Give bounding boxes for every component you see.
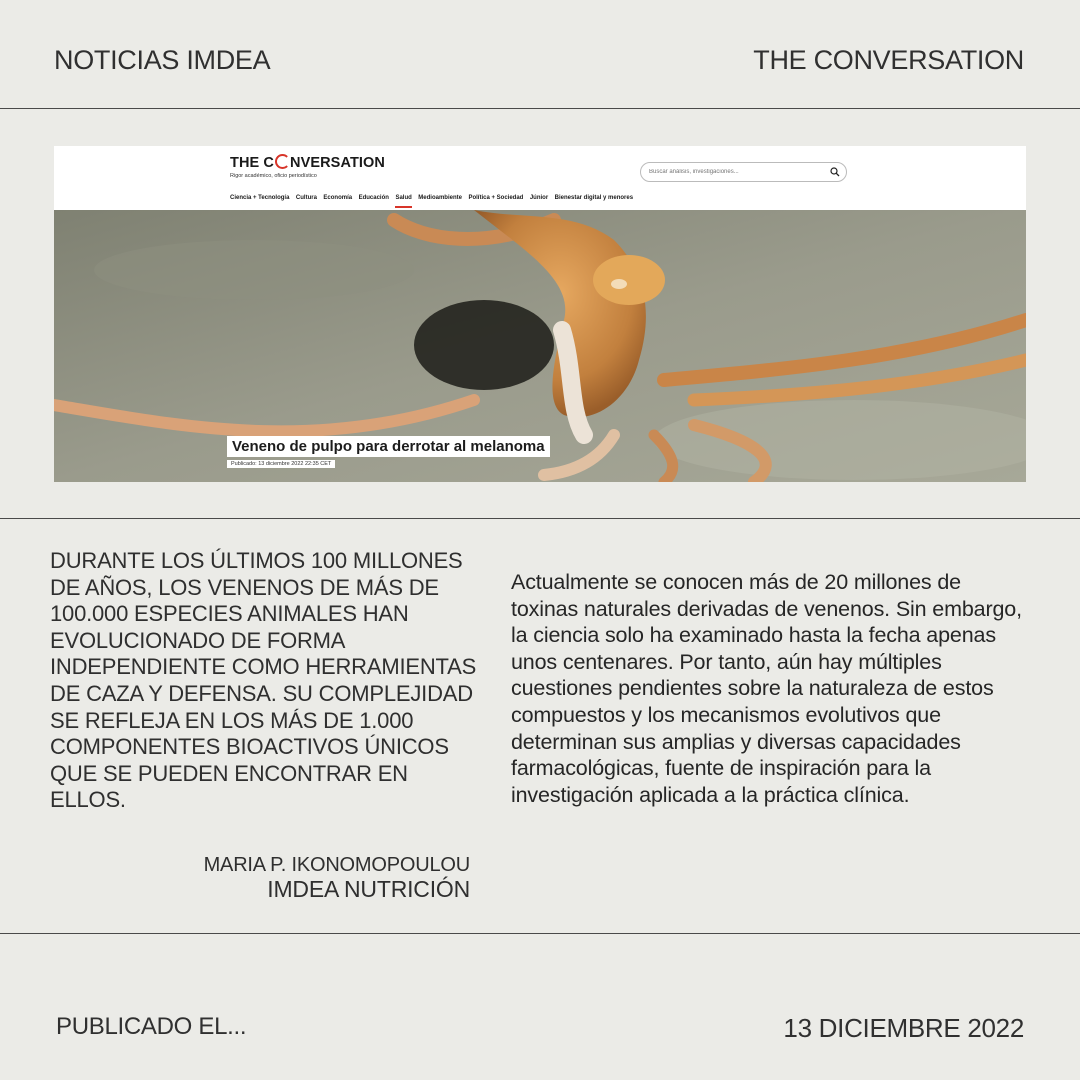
nav-item[interactable]: Medioambiente xyxy=(418,195,462,201)
body-text: Actualmente se conocen más de 20 millones de toxinas naturales derivadas de venenos. Sin embargo, la ciencia solo ha examinado hasta la fecha apenas unos centenares. Por tanto, aún hay múltiples cuestiones pendientes sobre la naturaleza de estos compuestos y los mecanismos evolutivos que determinan sus amplias y diversas capacidades farmacológicas, fuente de inspiración para la investigación aplicada a la práctica clínica. xyxy=(511,570,1022,807)
nav-item[interactable]: Educación xyxy=(358,195,389,201)
nav-item[interactable]: Salud xyxy=(395,195,412,201)
article-published-date: Publicado: 13 diciembre 2022 22:35 CET xyxy=(227,460,335,468)
search-box[interactable] xyxy=(640,162,847,182)
pull-quote: DURANTE LOS ÚLTIMOS 100 MILLONES DE AÑOS, LOS VENENOS DE MÁS DE 100.000 ESPECIES ANIMALES HAN EVOLUCIONADO DE FORMA INDEPENDIENTE COMO HERRAMIENTAS DE CAZA Y DEFENSA. SU COMPLEJIDAD SE REFLEJA EN LOS MÁS DE 1.000 COMPONENTES BIOACTIVOS ÚNICOS QUE SE PUEDEN ENCONTRAR EN ELLOS. xyxy=(50,548,477,813)
section-nav xyxy=(230,195,633,201)
nav-item[interactable]: Cultura xyxy=(295,195,317,201)
quote-attribution xyxy=(204,853,470,901)
divider xyxy=(0,933,1080,934)
nav-item[interactable]: Ciencia + Tecnología xyxy=(230,195,290,201)
footer-left-label: PUBLICADO EL... xyxy=(56,1013,247,1040)
nav-item[interactable]: Economía xyxy=(323,195,353,201)
nav-item[interactable]: Bienestar digital y menores xyxy=(554,195,634,201)
article-screenshot xyxy=(54,146,1026,482)
author-name: MARIA P. IKONOMOPOULOU xyxy=(203,854,470,876)
header-right-title: THE CONVERSATION xyxy=(753,45,1024,75)
nav-item[interactable]: Política + Sociedad xyxy=(468,195,524,201)
article-headline[interactable]: Veneno de pulpo para derrotar al melanoma xyxy=(227,436,550,457)
header-left-title: NOTICIAS IMDEA xyxy=(54,45,271,75)
divider xyxy=(0,108,1080,109)
site-header xyxy=(54,146,1026,210)
footer-date: 13 DICIEMBRE 2022 xyxy=(783,1013,1024,1043)
author-organization: IMDEA NUTRICIÓN xyxy=(267,876,470,902)
nav-item[interactable]: Júnior xyxy=(529,195,549,201)
site-tagline: Rigor académico, oficio periodístico xyxy=(230,173,317,179)
site-logo[interactable]: THE C NVERSATION xyxy=(230,155,385,171)
search-icon[interactable] xyxy=(830,167,840,177)
logo-speech-bubble-icon xyxy=(275,154,290,169)
search-input[interactable] xyxy=(649,166,819,177)
divider xyxy=(0,518,1080,519)
